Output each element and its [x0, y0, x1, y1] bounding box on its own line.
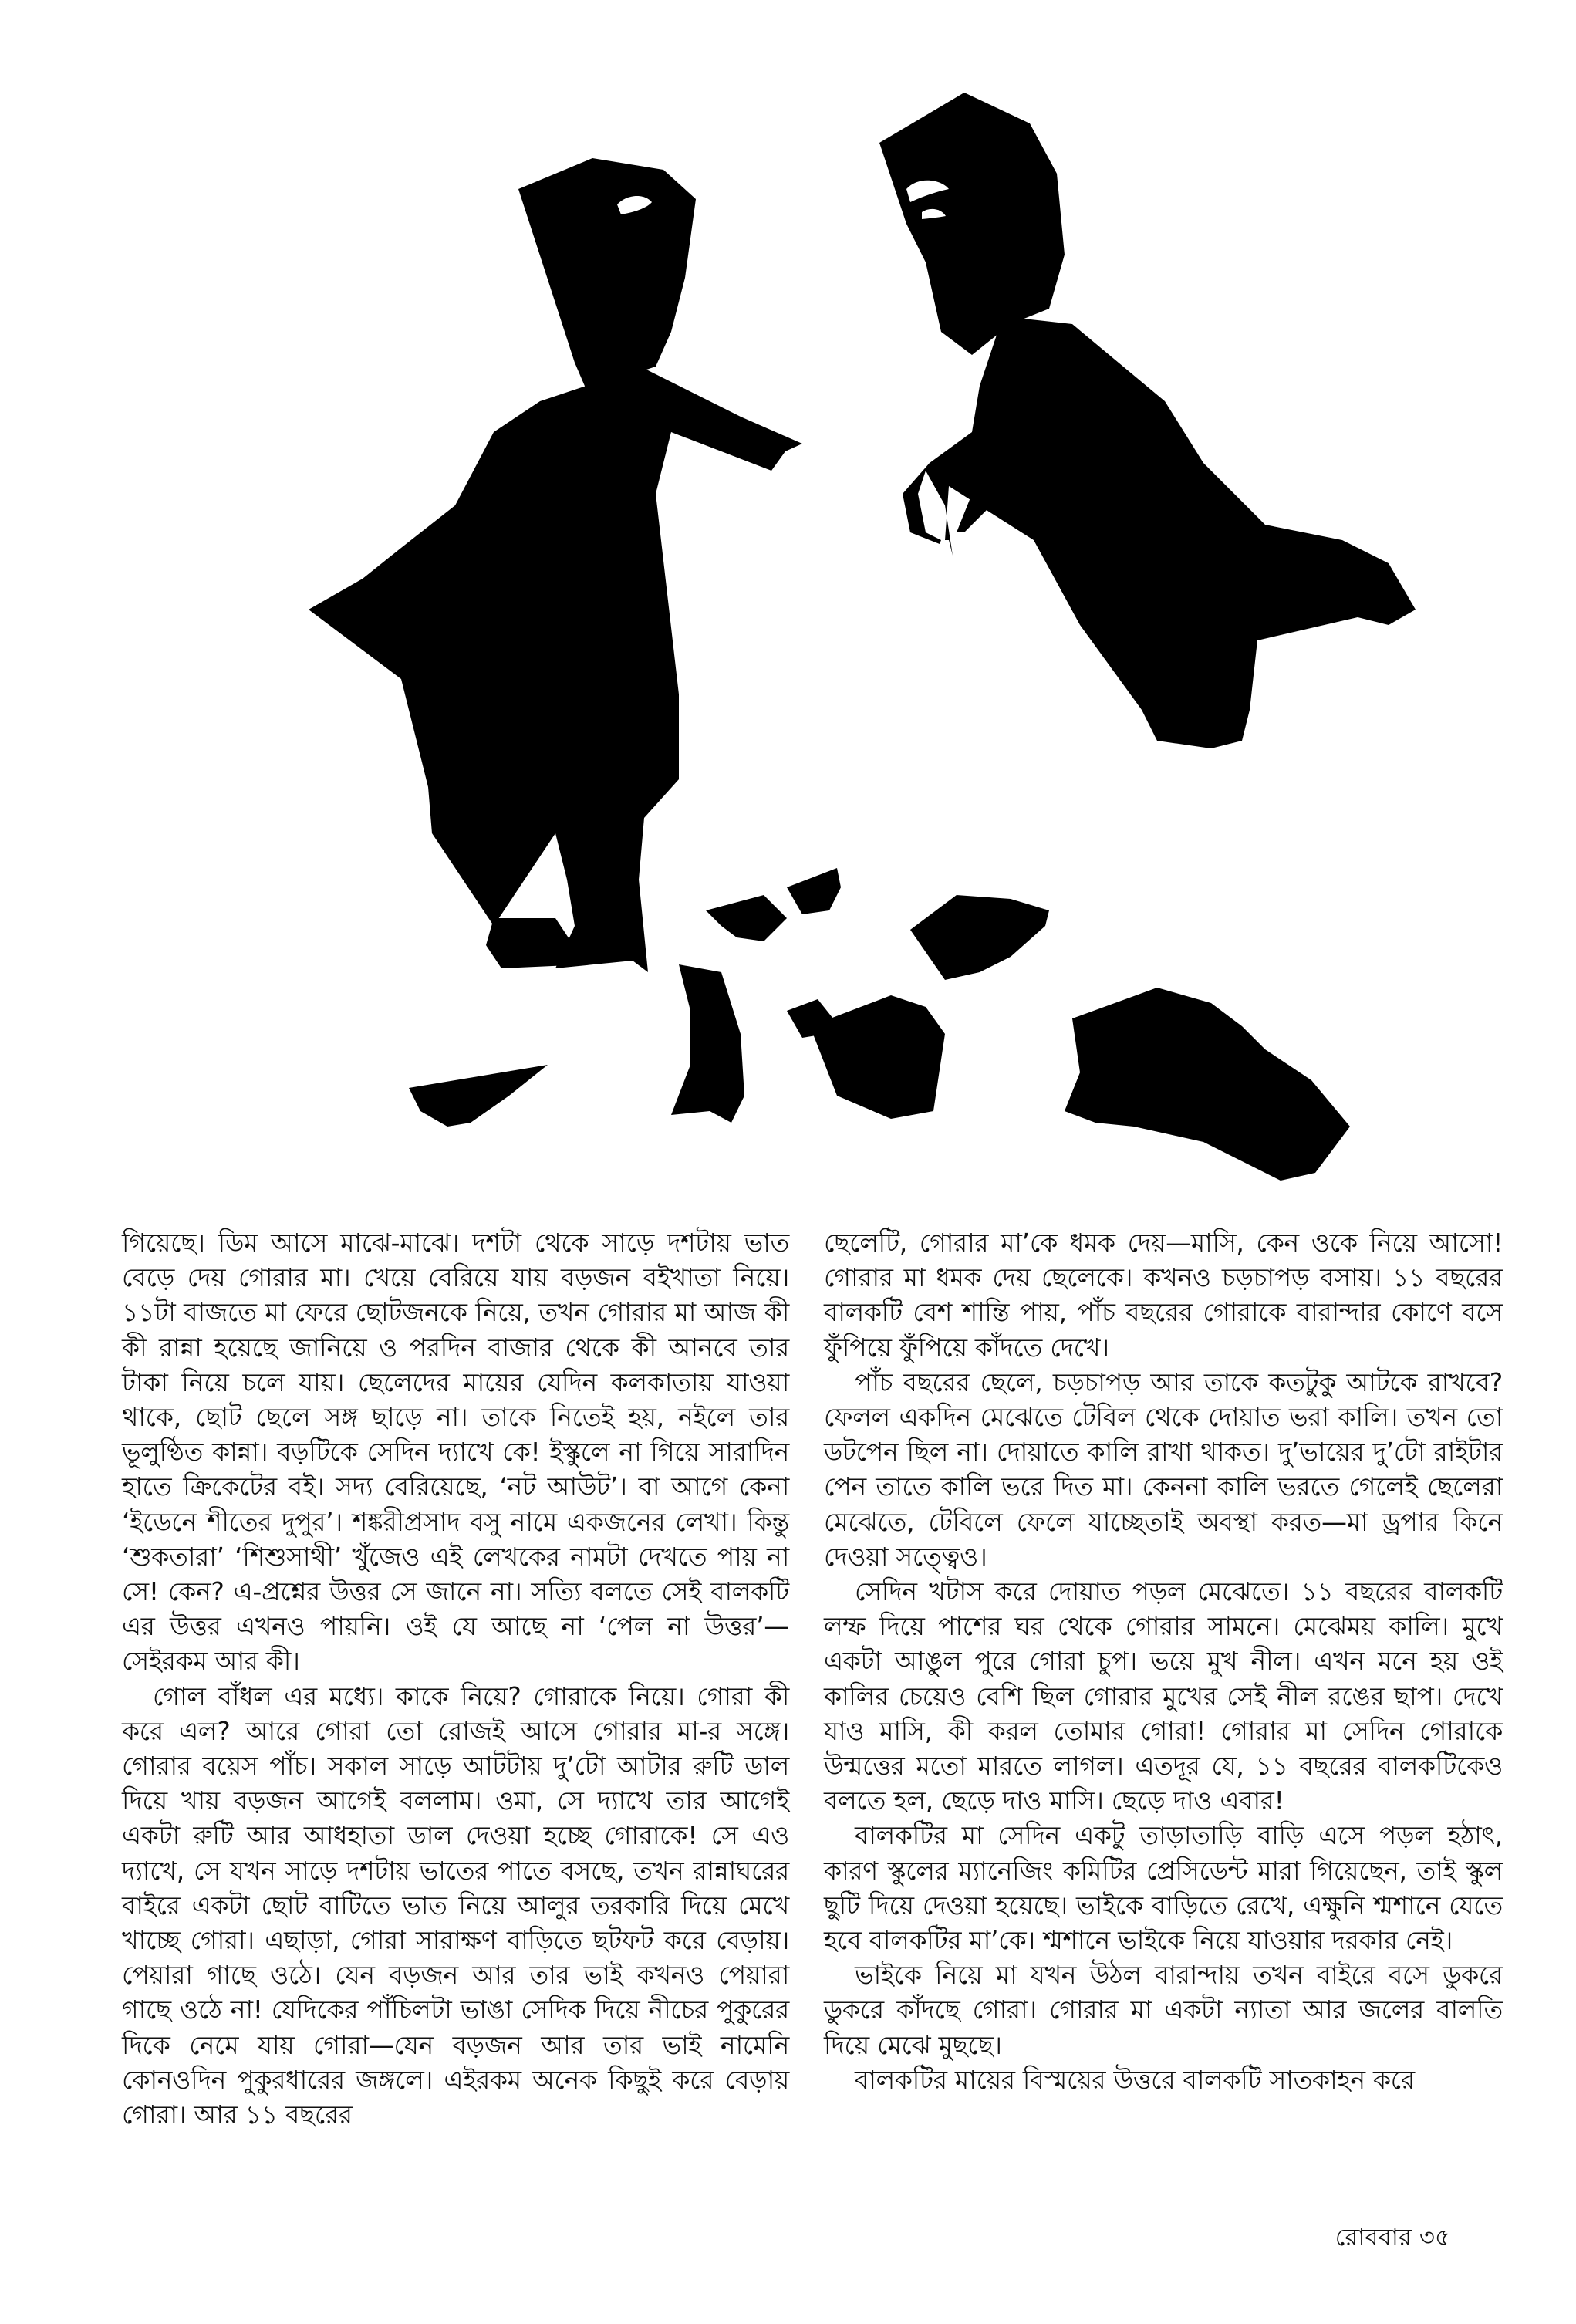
- paragraph: সেদিন খটাস করে দোয়াত পড়ল মেঝেতে। ১১ বছরের বালকটি লম্ফ দিয়ে পাশের ঘর থেকে গোরার সামনে। মেঝেময় কালি। মুখে একটা আঙুল পুরে গোরা চুপ। ভয়ে মুখ নীল। এখন মনে হয় ওই কালির চেয়েও বেশি ছিল গোরার মুখের সেই নীল রঙের ছাপ। দেখে যাও মাসি, কী করল তোমার গোরা! গোরার মা সেদিন গোরাকে উন্মত্তের মতো মারতে লাগল। এতদূর যে, ১১ বছরের বালকটিকেও বলতে হল, ছেড়ে দাও মাসি। ছেড়ে দাও এবার!: [824, 1576, 1503, 1816]
- article-column-left: [122, 1225, 789, 2132]
- paragraph: বালকটির মা সেদিন একটু তাড়াতাড়ি বাড়ি এসে পড়ল হঠাৎ, কারণ স্কুলের ম্যানেজিং কমিটির প্রেসিডেন্ট মারা গিয়েছেন, তাই স্কুল ছুটি দিয়ে দেওয়া হয়েছে। ভাইকে বাড়িতে রেখে, এক্ষুনি শ্মশানে যেতে হবে বালকটির মা’কে। শ্মশানে ভাইকে নিয়ে যাওয়ার দরকার নেই।: [824, 1820, 1503, 1956]
- boy-silhouette-right: [879, 93, 1416, 748]
- paragraph: পাঁচ বছরের ছেলে, চড়চাপড় আর তাকে কতটুকু আটকে রাখবে? ফেলল একদিন মেঝেতে টেবিল থেকে দোয়াত ভরা কালি। তখন তো ডটপেন ছিল না। দোয়াতে কালি রাখা থাকত। দু’ভায়ের দু’টো রাইটার পেন তাতে কালি ভরে দিত মা। কেননা কালি ভরতে গেলেই ছেলেরা মেঝেতে, টেবিলে ফেলে যাচ্ছেতাই অবস্থা করত—মা ড্রপার কিনে দেওয়া সত্ত্বেও।: [824, 1366, 1503, 1572]
- article-column-right: [824, 1225, 1503, 2097]
- broken-inkpot-pieces: [409, 868, 1350, 1181]
- page-footer: রোববার ৩৫: [1335, 2224, 1450, 2251]
- paragraph: ভাইকে নিয়ে মা যখন উঠল বারান্দায় তখন বাইরে বসে ডুকরে ডুকরে কাঁদছে গোরা। গোরার মা একটা ন্যাতা আর জলের বালতি দিয়ে মেঝে মুছছে।: [824, 1960, 1503, 2060]
- paragraph: গোল বাঁধল এর মধ্যে। কাকে নিয়ে? গোরাকে নিয়ে। গোরা কী করে এল? আরে গোরা তো রোজই আসে গোরার মা-র সঙ্গে। গোরার বয়েস পাঁচ। সকাল সাড়ে আটটায় দু’টো আটার রুটি ডাল দিয়ে খায় বড়জন আগেই বললাম। ওমা, সে দ্যাখে তার আগেই একটা রুটি আর আধহাতা ডাল দেওয়া হচ্ছে গোরাকে! সে এও দ্যাখে, সে যখন সাড়ে দশটায় ভাতের পাতে বসছে, তখন রান্নাঘরের বাইরে একটা ছোট বাটিতে ভাত নিয়ে আলুর তরকারি দিয়ে মেখে খাচ্ছে গোরা। এছাড়া, গোরা সারাক্ষণ বাড়িতে ছটফট করে বেড়ায়। পেয়ারা গাছে ওঠে। যেন বড়জন আর তার ভাই কখনও পেয়ারা গাছে ওঠে না! যেদিকের পাঁচিলটা ভাঙা সেদিক দিয়ে নীচের পুকুরের দিকে নেমে যায় গোরা—যেন বড়জন আর তার ভাই নামেনি কোনওদিন পুকুরধারের জঙ্গলে। এইরকম অনেক কিছুই করে বেড়ায় গোরা। আর ১১ বছরের: [122, 1681, 789, 2130]
- paragraph: বালকটির মায়ের বিস্ময়ের উত্তরে বালকটি সাতকাহন করে: [855, 2064, 1415, 2095]
- paragraph: ছেলেটি, গোরার মা’কে ধমক দেয়—মাসি, কেন ওকে নিয়ে আসো! গোরার মা ধমক দেয় ছেলেকে। কখনও চড়চাপড় বসায়। ১১ বছরের বালকটি বেশ শান্তি পায়, পাঁচ বছরের গোরাকে বারান্দার কোণে বসে ফুঁপিয়ে ফুঁপিয়ে কাঁদতে দেখে।: [824, 1228, 1503, 1363]
- boy-silhouette-left: [309, 158, 802, 972]
- paragraph: গিয়েছে। ডিম আসে মাঝে-মাঝে। দশটা থেকে সাড়ে দশটায় ভাত বেড়ে দেয় গোরার মা। খেয়ে বেরিয়ে যায় বড়জন বইখাতা নিয়ে। ১১টা বাজতে মা ফেরে ছোটজনকে নিয়ে, তখন গোরার মা আজ কী কী রান্না হয়েছে জানিয়ে ও পরদিন বাজার থেকে কী আনবে তার টাকা নিয়ে চলে যায়। ছেলেদের মায়ের যেদিন কলকাতায় যাওয়া থাকে, ছোট ছেলে সঙ্গ ছাড়ে না। তাকে নিতেই হয়, নইলে তার ভূলুণ্ঠিত কান্না। বড়টিকে সেদিন দ্যাখে কে! ইস্কুলে না গিয়ে সারাদিন হাতে ক্রিকেটের বই। সদ্য বেরিয়েছে, ‘নট আউট’। বা আগে কেনা ‘ইডেনে শীতের দুপুর’। শঙ্করীপ্রসাদ বসু নামে একজনের লেখা। কিন্তু ‘শুকতারা’ ‘শিশুসাথী’ খুঁজেও এই লেখকের নামটা দেখতে পায় না সে! কেন? এ-প্রশ্নের উত্তর সে জানে না। সত্যি বলতে সেই বালকটি এর উত্তর এখনও পায়নি। ওই যে আছে না ‘পেল না উত্তর’—সেইরকম আর কী।: [122, 1228, 789, 1677]
